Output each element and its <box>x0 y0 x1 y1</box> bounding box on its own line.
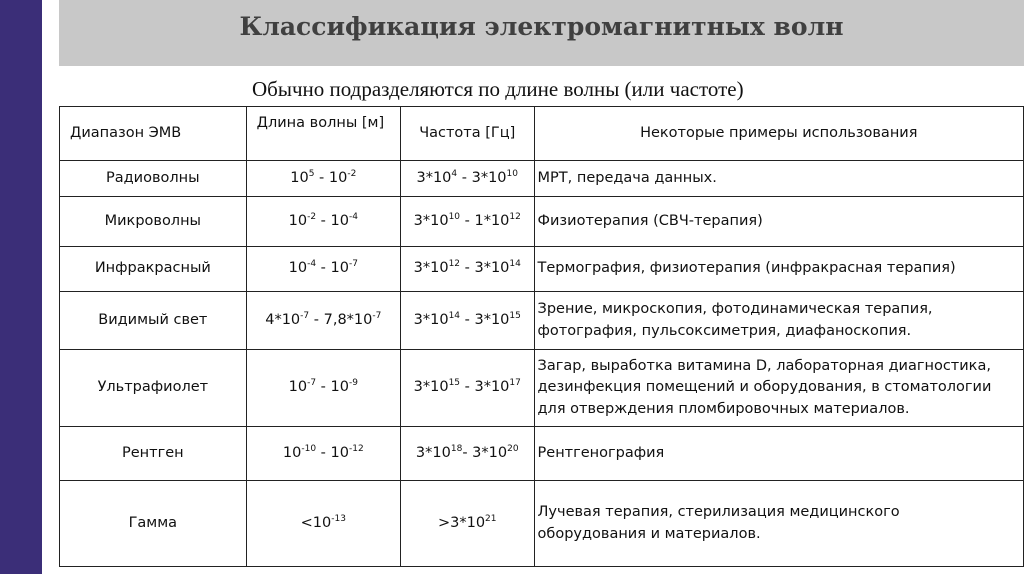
band-cell: Видимый свет <box>60 292 247 350</box>
wavelength-cell: $10^5 - 10^{-2}$ <box>246 161 400 197</box>
band-cell: Инфракрасный <box>60 247 247 292</box>
table-row-infrared <box>60 247 1024 292</box>
frequency-cell: $3*10^{15} - 3*10^{17}$ <box>400 350 534 427</box>
table-row-ultraviolet <box>60 350 1024 427</box>
band-cell: Рентген <box>60 427 247 481</box>
uses-cell: Рентгенография <box>534 427 1023 481</box>
table-row-radio <box>60 161 1024 197</box>
uses-cell: Термография, физиотерапия (инфракрасная терапия) <box>534 247 1023 292</box>
wavelength-cell: $10^{-10} - 10^{-12}$ <box>246 427 400 481</box>
frequency-cell: $3*10^{18}-$ $3*10^{20}$ <box>400 427 534 481</box>
header-band: Диапазон ЭМВ <box>60 107 247 161</box>
title-banner <box>59 0 1024 66</box>
wavelength-cell: $10^{-4} - 10^{-7}$ <box>246 247 400 292</box>
uses-cell: МРТ, передача данных. <box>534 161 1023 197</box>
frequency-cell: $3*10^{12} - 3*10^{14}$ <box>400 247 534 292</box>
uses-line: дезинфекция помещений и оборудования, в стоматологии <box>537 379 992 396</box>
slide-title: Классификация электромагнитных волн <box>239 12 844 41</box>
uses-cell <box>534 481 1023 567</box>
left-accent-bar <box>0 0 42 574</box>
wavelength-cell: $10^{-7} - 10^{-9}$ <box>246 350 400 427</box>
table-row-visible <box>60 292 1024 350</box>
table-row-xray <box>60 427 1024 481</box>
uses-line: Лучевая терапия, стерилизация медицинского <box>537 504 900 521</box>
header-wavelength: Длина волны [м] <box>246 107 400 161</box>
header-uses: Некоторые примеры использования <box>534 107 1023 161</box>
table-header-row <box>60 107 1024 161</box>
frequency-cell: $3*10^{14} - 3*10^{15}$ <box>400 292 534 350</box>
uses-line: Загар, выработка витамина D, лабораторная диагностика, <box>537 358 991 375</box>
band-cell: Радиоволны <box>60 161 247 197</box>
left-gap <box>42 0 59 574</box>
uses-line: для отверждения пломбировочных материалов. <box>537 400 910 417</box>
wavelength-cell: $<10^{-13}$ <box>246 481 400 567</box>
frequency-cell: $>3*10^{21}$ <box>400 481 534 567</box>
slide-subtitle: Обычно подразделяются по длине волны (или частоте) <box>252 77 744 101</box>
em-waves-table <box>59 106 1024 567</box>
uses-line: оборудования и материалов. <box>537 525 761 542</box>
wavelength-cell: $10^{-2} - 10^{-4}$ <box>246 197 400 247</box>
band-cell: Ультрафиолет <box>60 350 247 427</box>
wavelength-cell: $4*10^{-7} - 7,8*10^{-7}$ <box>246 292 400 350</box>
uses-line: фотография, пульсоксиметрия, диафаноскопия. <box>537 322 912 339</box>
uses-cell <box>534 292 1023 350</box>
header-frequency: Частота [Гц] <box>400 107 534 161</box>
frequency-cell: $3*10^4 - 3*10^{10}$ <box>400 161 534 197</box>
uses-cell: Физиотерапия (СВЧ-терапия) <box>534 197 1023 247</box>
uses-cell <box>534 350 1023 427</box>
band-cell: Гамма <box>60 481 247 567</box>
uses-line: Зрение, микроскопия, фотодинамическая терапия, <box>537 301 933 318</box>
band-cell: Микроволны <box>60 197 247 247</box>
table-row-gamma <box>60 481 1024 567</box>
table-row-microwave <box>60 197 1024 247</box>
frequency-cell: $3*10^{10} - 1*10^{12}$ <box>400 197 534 247</box>
